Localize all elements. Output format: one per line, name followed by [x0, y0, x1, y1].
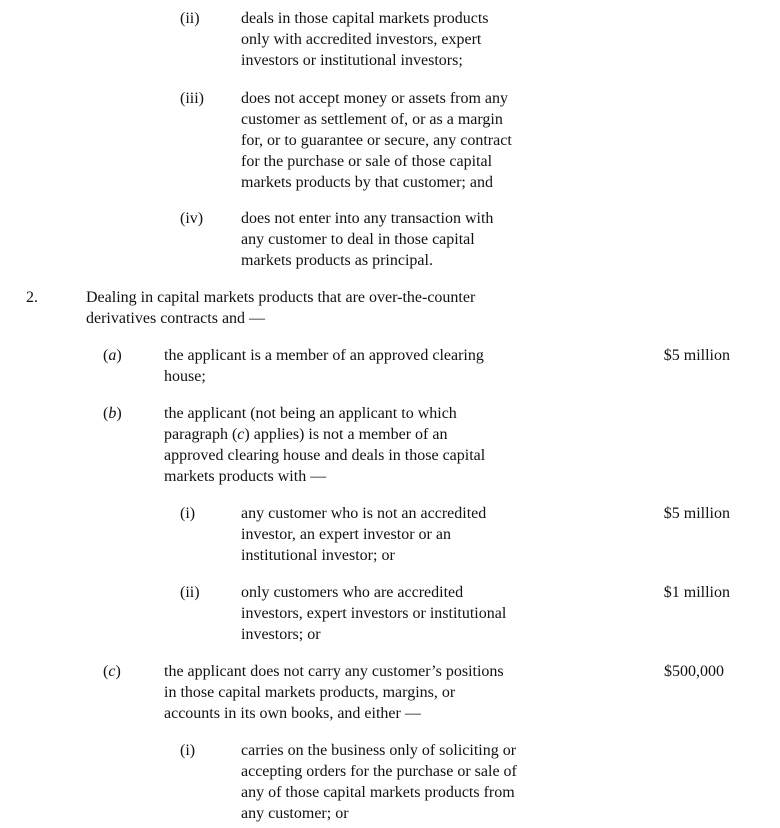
sub-marker-iii: (iii): [180, 90, 204, 107]
sub-marker-iv: (iv): [180, 210, 204, 227]
sub-item-text-c-i: carries on the business only of soliciting or accepting orders for the purchase or sale of any of those capital markets products from any customer; or: [241, 742, 517, 822]
sub-marker-b-ii: (ii): [180, 584, 200, 601]
amount-para-c: $500,000: [664, 663, 724, 680]
sub-item-text-iv: does not enter into any transaction with any customer to deal in those capital markets products as principal.: [241, 210, 494, 269]
para-marker-b: (b): [103, 405, 122, 422]
sub-item-text-ii: deals in those capital markets products only with accredited investors, expert investors or institutional investors;: [241, 10, 489, 69]
amount-para-a: $5 million: [663, 347, 730, 364]
sub-marker-ii: (ii): [180, 10, 200, 27]
amount-b-ii: $1 million: [663, 584, 730, 601]
sub-marker-b-i: (i): [180, 505, 196, 522]
item-number-2: 2.: [26, 289, 38, 306]
sub-item-text-b-i: any customer who is not an accredited investor, an expert investor or an institutional investor; or: [241, 505, 487, 564]
para-b-text: the applicant (not being an applicant to which paragraph (c) applies) is not a member of an approved clearing house and deals in those capital markets products with —: [164, 405, 486, 485]
para-marker-a: (a): [103, 347, 122, 364]
amount-b-i: $5 million: [663, 505, 730, 522]
sub-marker-c-i: (i): [180, 742, 196, 759]
sub-item-text-b-ii: only customers who are accredited investors, expert investors or institutional investors; or: [241, 584, 507, 643]
para-a-text: the applicant is a member of an approved clearing house;: [164, 347, 484, 385]
sub-item-text-iii: does not accept money or assets from any customer as settlement of, or as a margin for, or to guarantee or secure, any contract for the purchase or sale of those capital markets products by that customer; and: [241, 90, 512, 191]
para-c-text: the applicant does not carry any customer’s positions in those capital markets products, margins, or accounts in its own books, and either —: [164, 663, 504, 722]
item-2-heading: Dealing in capital markets products that are over-the-counter derivatives contracts and —: [86, 289, 476, 327]
para-marker-c: (c): [103, 663, 121, 680]
